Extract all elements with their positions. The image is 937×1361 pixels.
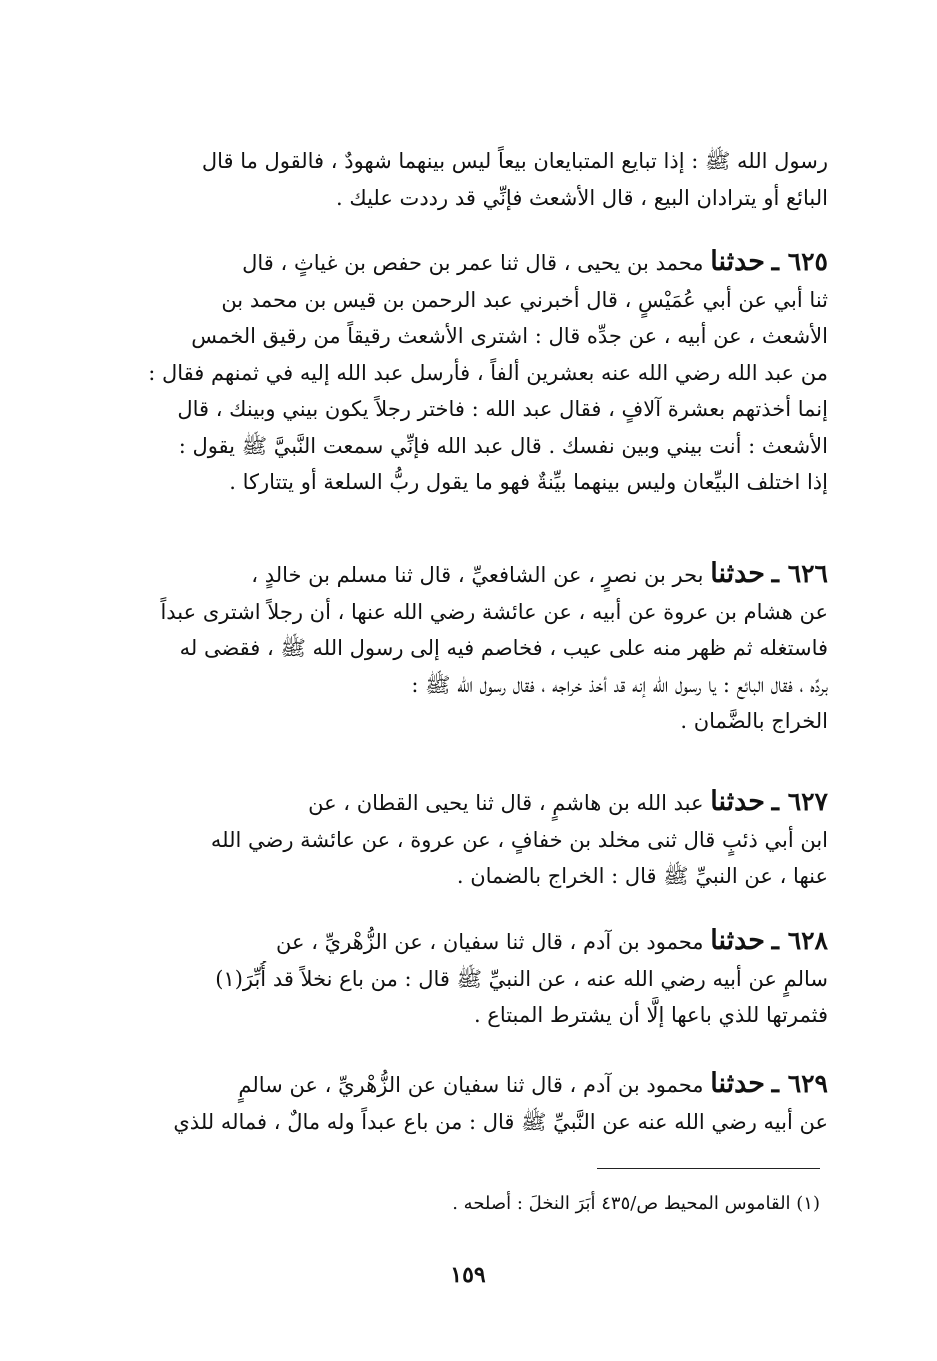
- hadith-first-line: [128, 1066, 828, 1104]
- text-line: الأشعث : أنت بيني وبين نفسك . قال عبد الله فإنِّي سمعت النَّبيَّ ﷺ يقول :: [178, 433, 828, 458]
- hadith-number: ٦٢٥ ـ: [771, 247, 828, 276]
- hadith-first-line: [128, 784, 828, 822]
- footnote: (١) القاموس المحيط ص/٤٣٥ أبَرَ النخلَ : أصلحه .: [452, 1193, 820, 1214]
- text-line: البائع أو يترادان البيع ، قال الأشعث فإنِّي قد رددت عليك .: [336, 185, 828, 210]
- hadith-626: [128, 556, 828, 740]
- hadith-first-line-text: بحر بن نصرٍ ، عن الشافعيِّ ، قال ثنا مسلم بن خالدٍ ،: [251, 563, 704, 587]
- text-line: ابن أبي ذئبٍ قال ثنى مخلد بن خفافٍ ، عن عروة ، عن عائشة رضي الله: [210, 827, 828, 852]
- footnote-divider: [597, 1168, 820, 1169]
- hadith-first-line: [128, 556, 828, 594]
- hadith-number: ٦٢٩ ـ: [771, 1069, 828, 1098]
- text-line: فاستغله ثم ظهر منه على عيب ، فخاصم فيه إلى رسول الله ﷺ ، فقضى له: [179, 636, 828, 660]
- hadith-625: [128, 244, 828, 501]
- text-line: عن هشام بن عروة عن أبيه ، عن عائشة رضي الله عنها ، أن رجلاً اشترى عبداً: [160, 599, 828, 624]
- hadith-first-line-text: عبد الله بن هاشمٍ ، قال ثنا يحيى القطان ، عن: [308, 791, 704, 815]
- text-line: من عبد الله رضي الله عنه بعشرين ألفاً ، فأرسل عبد الله إليه في ثمنهم فقال :: [148, 360, 828, 385]
- hadith-opening: حدثنا: [710, 786, 765, 817]
- text-line: عن أبيه رضي الله عنه عن النَّبيِّ ﷺ قال : من باع عبداً وله مالٌ ، فماله للذي: [173, 1109, 828, 1134]
- text-line: بردِّه ، فقال البائع : يا رسول الله إنه قد أخذ خراجه ، فقال رسول الله ﷺ :: [411, 672, 828, 697]
- text-line: فثمرتها للذي باعها إلَّا أن يشترط المبتاع .: [473, 1003, 828, 1027]
- hadith-number: ٦٢٦ ـ: [771, 559, 828, 588]
- hadith-first-line: [128, 923, 828, 961]
- hadith-first-line-text: محمود بن آدم ، قال ثنا سفيان ، عن الزُّهْريِّ ، عن: [276, 930, 704, 954]
- text-line: رسول الله ﷺ : إذا تبايع المتبايعان بيعاً ليس بينهما شهودٌ ، فالقول ما قال: [201, 149, 828, 173]
- hadith-first-line: [128, 244, 828, 282]
- page-number: ١٥٩: [450, 1262, 486, 1288]
- text-line: الأشعث ، عن أبيه ، عن جدِّه قال : اشترى الأشعث رقيقاً من رقيق الخمس: [191, 324, 828, 348]
- hadith-number: ٦٢٧ ـ: [771, 787, 828, 816]
- text-line: سالمٍ عن أبيه رضي الله عنه ، عن النبيِّ ﷺ قال : من باع نخلاً قد أُبِّرَ(١): [215, 966, 828, 991]
- hadith-628: [128, 923, 828, 1034]
- paragraph-continuation: [128, 143, 828, 216]
- text-line: الخراج بالضَّمان .: [680, 709, 828, 733]
- hadith-opening: حدثنا: [710, 1068, 765, 1099]
- text-line: إنما أخذتهم بعشرة آلافٍ ، فقال عبد الله : فاختر رجلاً يكون بيني وبينك ، قال: [177, 397, 828, 421]
- hadith-627: [128, 784, 828, 895]
- hadith-opening: حدثنا: [710, 246, 765, 277]
- hadith-opening: حدثنا: [710, 925, 765, 956]
- hadith-opening: حدثنا: [710, 558, 765, 589]
- text-line: ثنا أبي عن أبي عُمَيْسٍ ، قال أخبرني عبد الرحمن بن قيس بن محمد بن: [221, 287, 828, 312]
- text-line: عنها ، عن النبيِّ ﷺ قال : الخراج بالضمان .: [456, 864, 828, 888]
- text-line: إذا اختلف البيِّعان وليس بينهما بيِّنةٌ فهو ما يقول ربُّ السلعة أو يتتاركا .: [229, 470, 828, 494]
- hadith-first-line-text: محمد بن يحيى ، قال ثنا عمر بن حفص بن غياثٍ ، قال: [242, 251, 704, 275]
- hadith-629: [128, 1066, 828, 1140]
- hadith-first-line-text: محمود بن آدم ، قال ثنا سفيان عن الزُّهْريِّ ، عن سالمٍ: [238, 1073, 704, 1097]
- hadith-number: ٦٢٨ ـ: [771, 926, 828, 955]
